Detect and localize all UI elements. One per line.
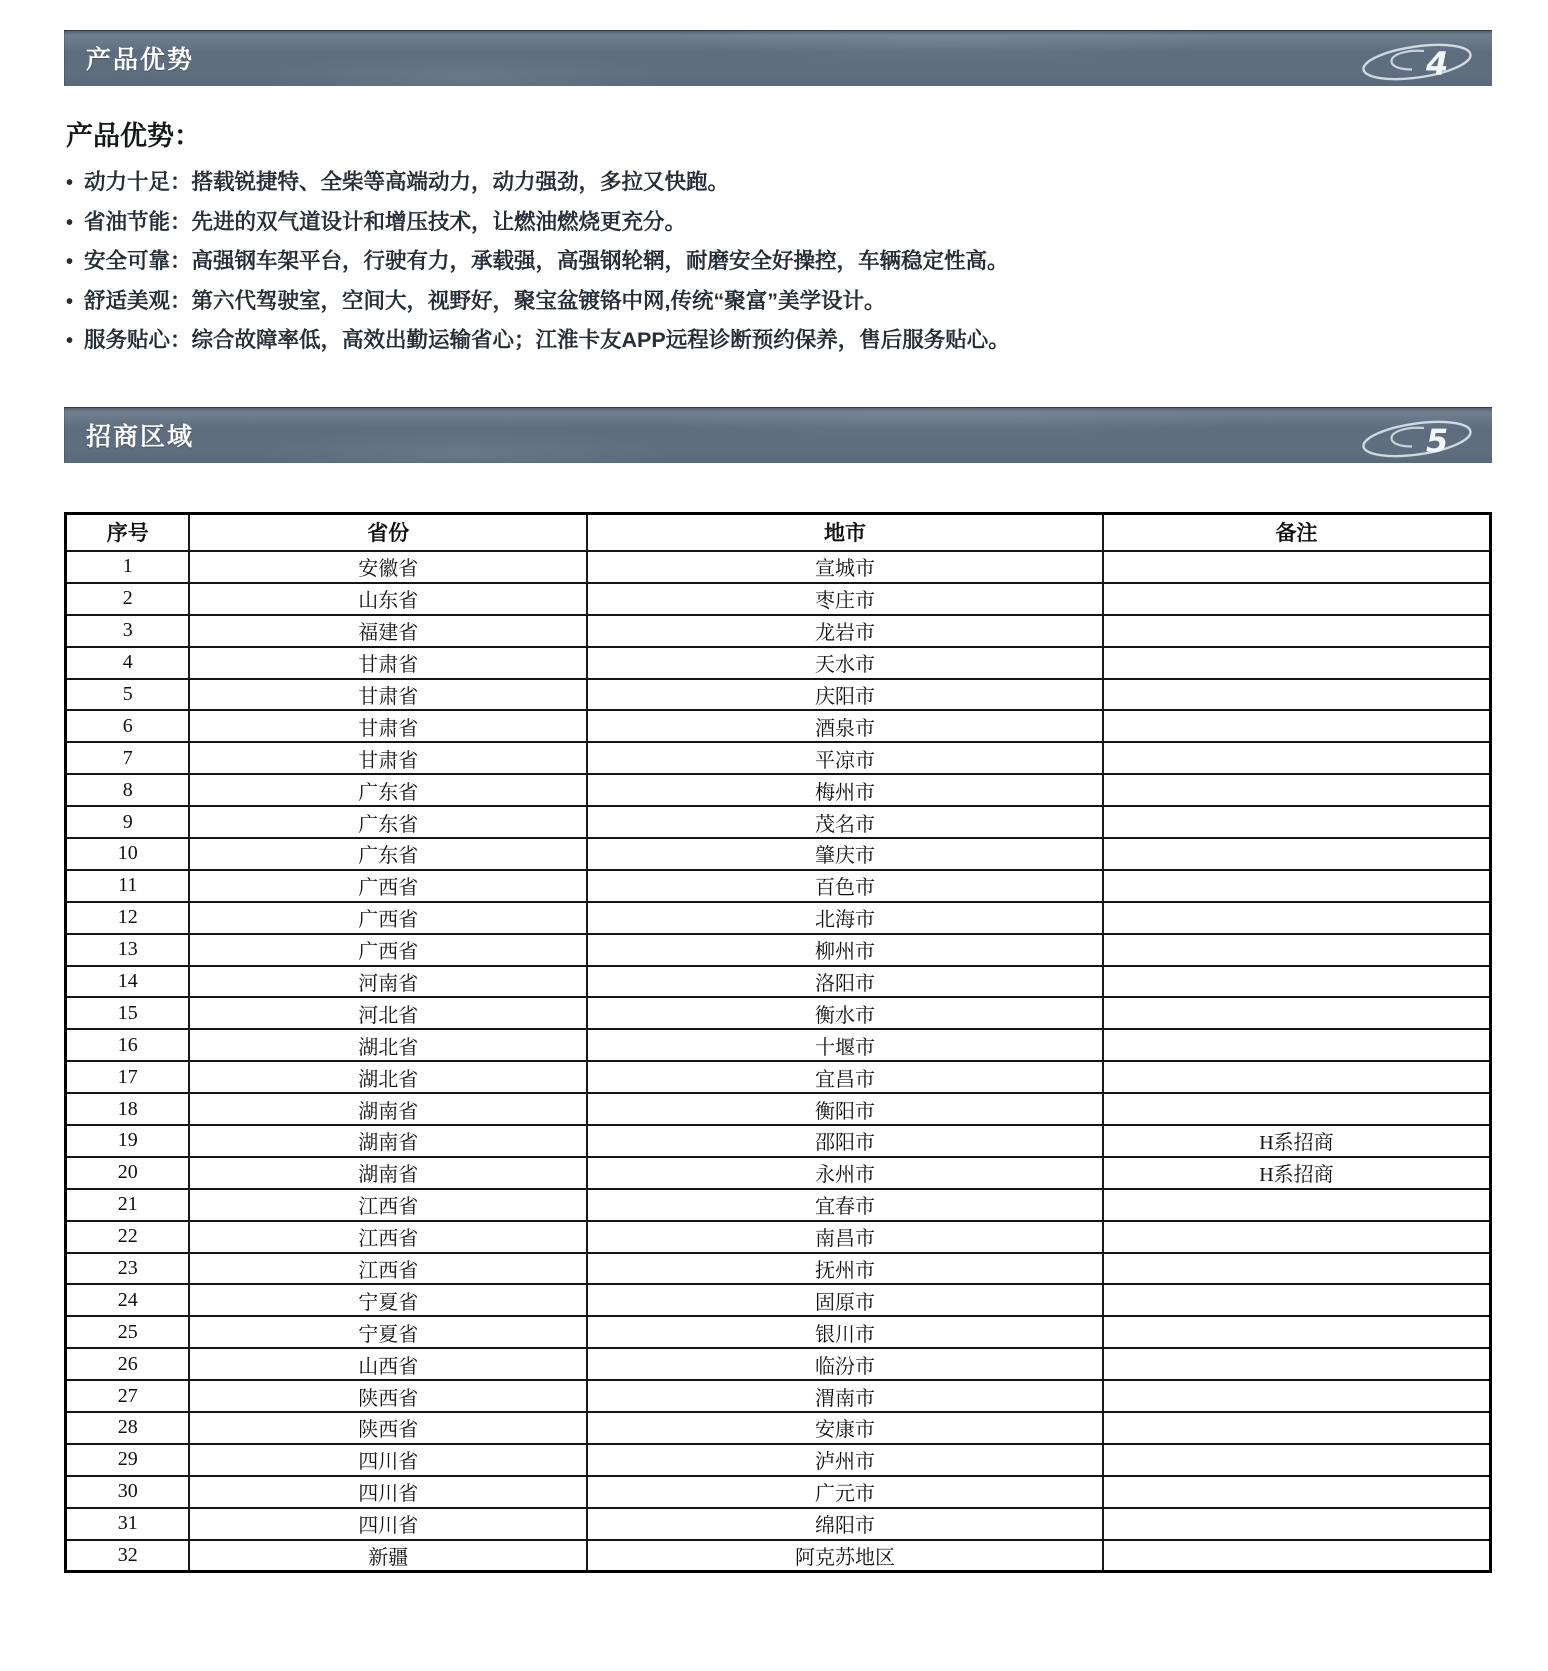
cell-index: 11 <box>66 870 190 902</box>
cell-index: 27 <box>66 1380 190 1412</box>
cell-index: 22 <box>66 1221 190 1253</box>
column-header-province: 省份 <box>189 513 587 551</box>
cell-index: 10 <box>66 838 190 870</box>
section-title: 产品优势 <box>86 46 195 74</box>
table-row <box>66 1189 1491 1221</box>
bullet-icon: • <box>66 172 74 194</box>
cell-province: 广东省 <box>189 838 587 870</box>
page-number: 5 <box>1426 421 1449 460</box>
bullet-icon: • <box>66 330 74 353</box>
cell-index: 7 <box>66 742 190 774</box>
cell-province: 甘肃省 <box>189 710 587 742</box>
cell-city: 宣城市 <box>587 551 1103 583</box>
table-row <box>66 1348 1491 1380</box>
table-row <box>66 1508 1491 1540</box>
advantage-text: 动力十足：搭载锐捷特、全柴等高端动力，动力强劲，多拉又快跑。 <box>84 170 730 194</box>
cell-remark <box>1103 551 1491 583</box>
cell-index: 17 <box>66 1061 190 1093</box>
cell-city: 渭南市 <box>587 1380 1103 1412</box>
table-row <box>66 1029 1491 1061</box>
cell-remark <box>1103 902 1491 934</box>
cell-remark <box>1103 997 1491 1029</box>
table-row <box>66 997 1491 1029</box>
cell-city: 肇庆市 <box>587 838 1103 870</box>
cell-remark <box>1103 1540 1491 1572</box>
cell-city: 邵阳市 <box>587 1125 1103 1157</box>
cell-index: 24 <box>66 1284 190 1316</box>
table-row <box>66 1221 1491 1253</box>
table-header-row <box>66 513 1491 551</box>
cell-remark <box>1103 1029 1491 1061</box>
table-row <box>66 1316 1491 1348</box>
advantage-item <box>66 321 1492 361</box>
cell-index: 26 <box>66 1348 190 1380</box>
table-row <box>66 1412 1491 1444</box>
cell-province: 广东省 <box>189 806 587 838</box>
advantage-item <box>66 203 1492 243</box>
advantage-text: 安全可靠：高强钢车架平台，行驶有力，承载强，高强钢轮辋，耐磨安全好操控，车辆稳定性高。 <box>84 249 1009 274</box>
cell-remark <box>1103 583 1491 615</box>
cell-index: 20 <box>66 1157 190 1189</box>
cell-province: 河北省 <box>189 997 587 1029</box>
advantage-item <box>66 242 1492 282</box>
table-row <box>66 1476 1491 1508</box>
cell-province: 广西省 <box>189 902 587 934</box>
section-header-product-advantages <box>64 30 1492 86</box>
cell-index: 9 <box>66 806 190 838</box>
cell-remark <box>1103 615 1491 647</box>
cell-remark <box>1103 838 1491 870</box>
cell-city: 庆阳市 <box>587 679 1103 711</box>
recruitment-regions-table <box>64 512 1492 1574</box>
cell-remark <box>1103 1061 1491 1093</box>
cell-province: 安徽省 <box>189 551 587 583</box>
table-row <box>66 934 1491 966</box>
bullet-icon: • <box>66 290 74 313</box>
table-row <box>66 742 1491 774</box>
table-row <box>66 838 1491 870</box>
table-row <box>66 710 1491 742</box>
cell-remark <box>1103 774 1491 806</box>
cell-index: 2 <box>66 583 190 615</box>
column-header-index: 序号 <box>66 513 190 551</box>
cell-index: 30 <box>66 1476 190 1508</box>
cell-city: 泸州市 <box>587 1444 1103 1476</box>
cell-index: 6 <box>66 710 190 742</box>
section-header-recruitment-regions <box>64 407 1492 463</box>
advantage-text: 舒适美观：第六代驾驶室，空间大，视野好，聚宝盆镀铬中网,传统“聚富”美学设计。 <box>84 288 886 313</box>
cell-index: 12 <box>66 902 190 934</box>
cell-city: 衡阳市 <box>587 1093 1103 1125</box>
cell-province: 山西省 <box>189 1348 587 1380</box>
cell-index: 23 <box>66 1253 190 1285</box>
cell-remark <box>1103 1380 1491 1412</box>
cell-city: 百色市 <box>587 870 1103 902</box>
table-row <box>66 1284 1491 1316</box>
cell-city: 固原市 <box>587 1284 1103 1316</box>
bullet-icon: • <box>66 251 74 274</box>
cell-province: 湖北省 <box>189 1061 587 1093</box>
cell-index: 14 <box>66 966 190 998</box>
table-row <box>66 870 1491 902</box>
page-number-badge-icon <box>1360 39 1478 83</box>
cell-index: 32 <box>66 1540 190 1572</box>
cell-remark: H系招商 <box>1103 1125 1491 1157</box>
cell-city: 宜春市 <box>587 1189 1103 1221</box>
cell-city: 酒泉市 <box>587 710 1103 742</box>
cell-city: 柳州市 <box>587 934 1103 966</box>
cell-index: 29 <box>66 1444 190 1476</box>
advantage-text: 服务贴心：综合故障率低，高效出勤运输省心；江淮卡友APP远程诊断预约保养，售后服务贴心。 <box>84 328 1010 353</box>
cell-province: 四川省 <box>189 1508 587 1540</box>
cell-city: 洛阳市 <box>587 966 1103 998</box>
cell-province: 广东省 <box>189 774 587 806</box>
cell-province: 甘肃省 <box>189 647 587 679</box>
cell-province: 宁夏省 <box>189 1316 587 1348</box>
cell-city: 平凉市 <box>587 742 1103 774</box>
table-row <box>66 551 1491 583</box>
cell-city: 枣庄市 <box>587 583 1103 615</box>
cell-province: 湖南省 <box>189 1093 587 1125</box>
cell-index: 31 <box>66 1508 190 1540</box>
cell-remark <box>1103 806 1491 838</box>
cell-index: 18 <box>66 1093 190 1125</box>
cell-remark <box>1103 1221 1491 1253</box>
table-row <box>66 583 1491 615</box>
cell-city: 梅州市 <box>587 774 1103 806</box>
cell-index: 4 <box>66 647 190 679</box>
cell-remark <box>1103 1189 1491 1221</box>
cell-city: 阿克苏地区 <box>587 1540 1103 1572</box>
cell-city: 十堰市 <box>587 1029 1103 1061</box>
cell-remark: H系招商 <box>1103 1157 1491 1189</box>
cell-city: 抚州市 <box>587 1253 1103 1285</box>
cell-province: 广西省 <box>189 870 587 902</box>
cell-remark <box>1103 710 1491 742</box>
cell-province: 山东省 <box>189 583 587 615</box>
cell-province: 福建省 <box>189 615 587 647</box>
cell-city: 北海市 <box>587 902 1103 934</box>
cell-index: 8 <box>66 774 190 806</box>
cell-index: 28 <box>66 1412 190 1444</box>
cell-province: 江西省 <box>189 1253 587 1285</box>
cell-province: 新疆 <box>189 1540 587 1572</box>
advantage-item <box>66 163 1492 203</box>
table-row <box>66 1157 1491 1189</box>
cell-province: 四川省 <box>189 1444 587 1476</box>
cell-remark <box>1103 1316 1491 1348</box>
table-row <box>66 615 1491 647</box>
cell-index: 21 <box>66 1189 190 1221</box>
cell-remark <box>1103 1348 1491 1380</box>
cell-remark <box>1103 1508 1491 1540</box>
cell-province: 陕西省 <box>189 1412 587 1444</box>
table-row <box>66 1253 1491 1285</box>
table-row <box>66 1093 1491 1125</box>
table-row <box>66 966 1491 998</box>
table-row <box>66 806 1491 838</box>
cell-remark <box>1103 647 1491 679</box>
advantage-text: 省油节能：先进的双气道设计和增压技术，让燃油燃烧更充分。 <box>84 209 687 234</box>
cell-remark <box>1103 1253 1491 1285</box>
cell-index: 13 <box>66 934 190 966</box>
cell-city: 宜昌市 <box>587 1061 1103 1093</box>
table-row <box>66 679 1491 711</box>
column-header-remark: 备注 <box>1103 513 1491 551</box>
bullet-icon: • <box>66 211 74 234</box>
cell-province: 湖南省 <box>189 1157 587 1189</box>
cell-index: 1 <box>66 551 190 583</box>
cell-remark <box>1103 1284 1491 1316</box>
column-header-city: 地市 <box>587 513 1103 551</box>
cell-province: 甘肃省 <box>189 742 587 774</box>
advantages-list <box>64 163 1492 361</box>
cell-index: 15 <box>66 997 190 1029</box>
cell-remark <box>1103 966 1491 998</box>
cell-remark <box>1103 1476 1491 1508</box>
cell-remark <box>1103 870 1491 902</box>
cell-remark <box>1103 1412 1491 1444</box>
cell-province: 陕西省 <box>189 1380 587 1412</box>
cell-index: 16 <box>66 1029 190 1061</box>
cell-index: 25 <box>66 1316 190 1348</box>
cell-province: 四川省 <box>189 1476 587 1508</box>
page-number: 4 <box>1426 45 1449 83</box>
cell-index: 19 <box>66 1125 190 1157</box>
cell-index: 5 <box>66 679 190 711</box>
cell-province: 湖北省 <box>189 1029 587 1061</box>
cell-province: 甘肃省 <box>189 679 587 711</box>
cell-province: 广西省 <box>189 934 587 966</box>
cell-city: 天水市 <box>587 647 1103 679</box>
table-row <box>66 1540 1491 1572</box>
cell-remark <box>1103 934 1491 966</box>
cell-province: 宁夏省 <box>189 1284 587 1316</box>
cell-index: 3 <box>66 615 190 647</box>
cell-province: 江西省 <box>189 1221 587 1253</box>
table-row <box>66 1444 1491 1476</box>
cell-city: 银川市 <box>587 1316 1103 1348</box>
cell-remark <box>1103 742 1491 774</box>
table-row <box>66 1061 1491 1093</box>
cell-remark <box>1103 1093 1491 1125</box>
section-title: 招商区域 <box>86 422 195 451</box>
cell-province: 江西省 <box>189 1189 587 1221</box>
table-row <box>66 1125 1491 1157</box>
cell-city: 南昌市 <box>587 1221 1103 1253</box>
cell-city: 衡水市 <box>587 997 1103 1029</box>
cell-city: 临汾市 <box>587 1348 1103 1380</box>
advantage-item <box>66 282 1492 322</box>
table-row <box>66 647 1491 679</box>
table-row <box>66 1380 1491 1412</box>
advantages-heading: 产品优势： <box>66 121 201 151</box>
cell-remark <box>1103 679 1491 711</box>
cell-province: 河南省 <box>189 966 587 998</box>
cell-city: 茂名市 <box>587 806 1103 838</box>
cell-city: 龙岩市 <box>587 615 1103 647</box>
cell-remark <box>1103 1444 1491 1476</box>
cell-city: 安康市 <box>587 1412 1103 1444</box>
cell-city: 广元市 <box>587 1476 1103 1508</box>
page-number-badge-icon <box>1360 416 1478 460</box>
cell-city: 永州市 <box>587 1157 1103 1189</box>
table-row <box>66 774 1491 806</box>
table-row <box>66 902 1491 934</box>
cell-province: 湖南省 <box>189 1125 587 1157</box>
cell-city: 绵阳市 <box>587 1508 1103 1540</box>
